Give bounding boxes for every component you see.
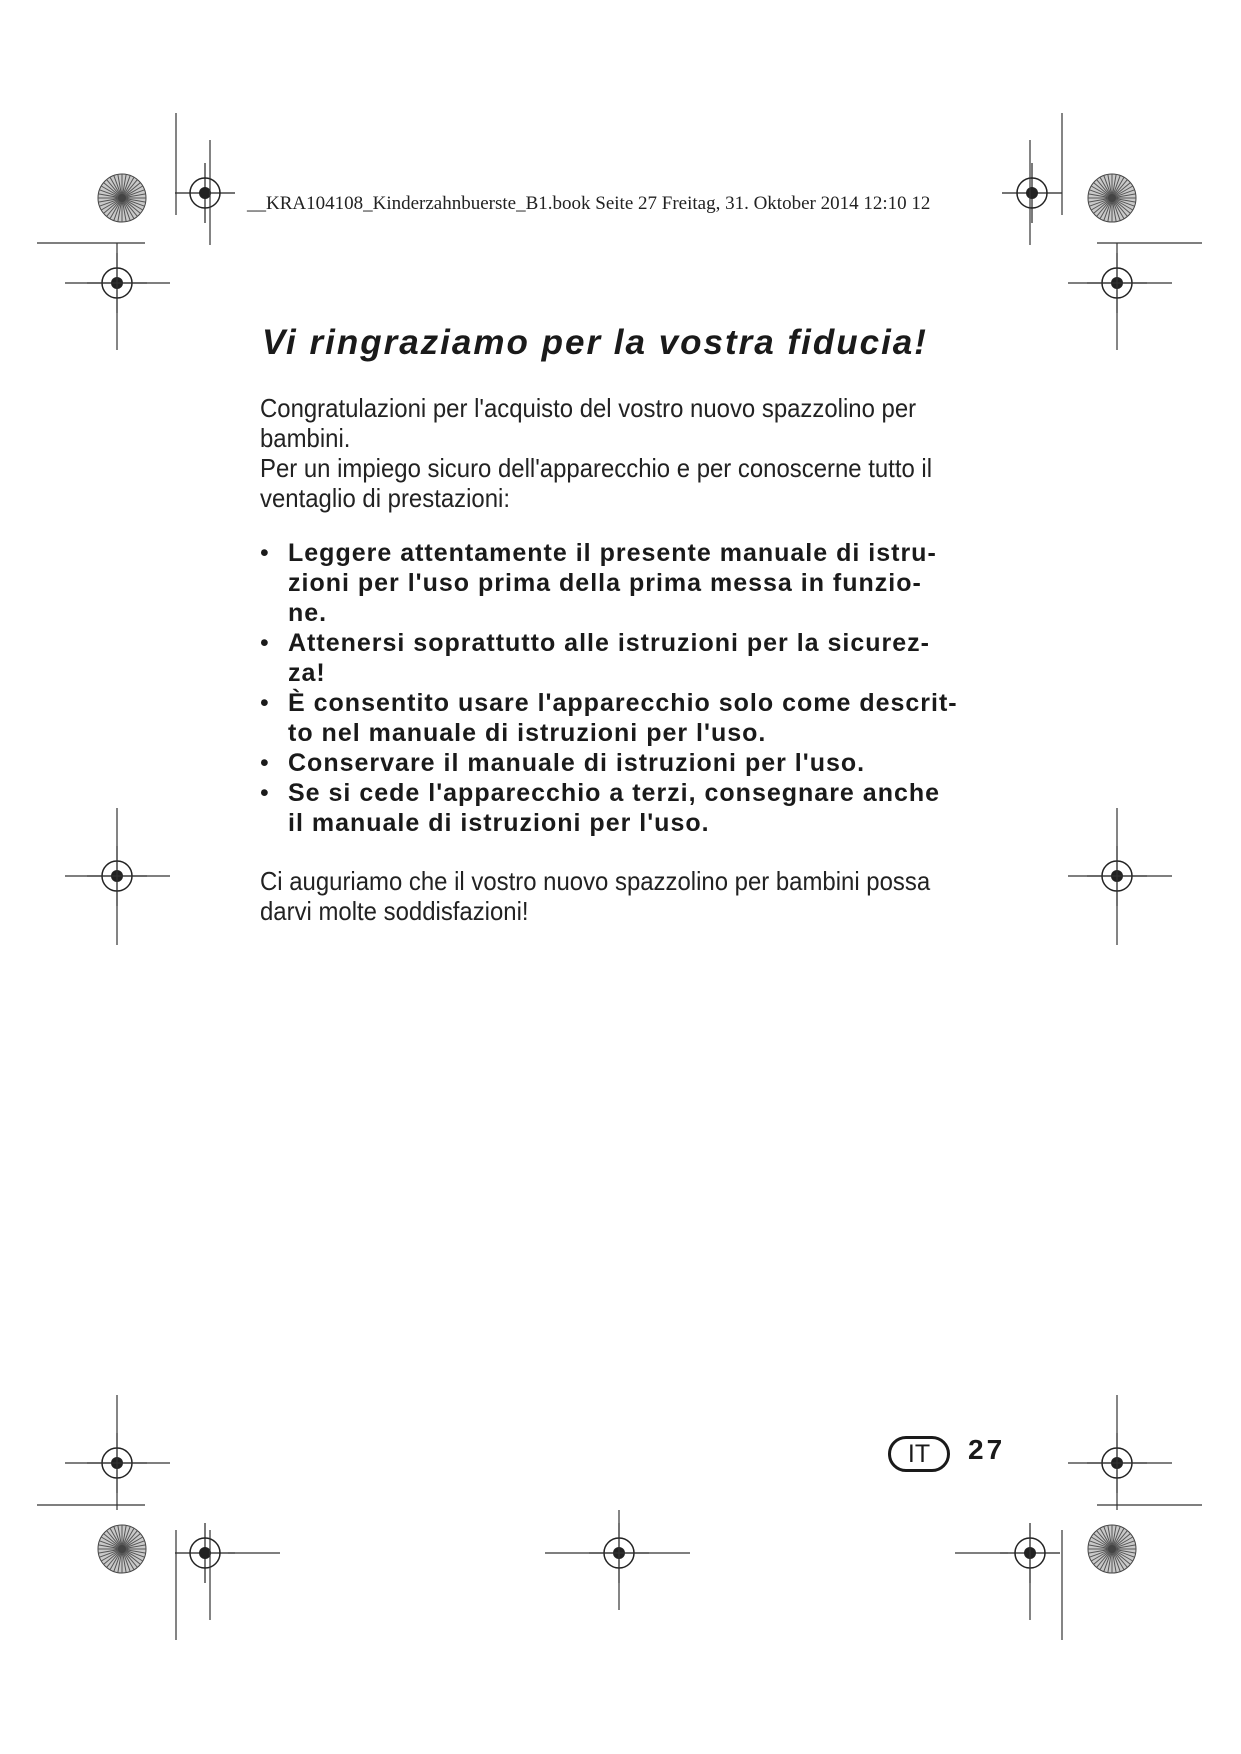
text-line: bambini. (260, 423, 351, 453)
bullet-icon: • (260, 689, 270, 717)
text-line: zioni per l'uso prima della prima messa in funzio- (288, 569, 922, 597)
text-line: za! (288, 659, 326, 687)
text-line: ventaglio di prestazioni: (260, 483, 510, 513)
closing-paragraph (260, 866, 959, 926)
text-line: ne. (288, 599, 328, 627)
text-line: Attenersi soprattutto alle istruzioni per la sicurez- (288, 629, 931, 657)
list-item (260, 628, 1020, 688)
instruction-list (260, 538, 1020, 838)
language-badge: IT (888, 1436, 950, 1472)
bullet-icon: • (260, 779, 270, 807)
registration-dot (199, 187, 211, 199)
list-item (260, 538, 1020, 628)
text-line: Se si cede l'apparecchio a terzi, consegnare anche (288, 779, 941, 807)
intro-paragraph-1 (260, 393, 959, 453)
registration-dot (199, 1547, 211, 1559)
wheel-center (1108, 194, 1116, 202)
wheel-center (118, 194, 126, 202)
text-line: Conservare il manuale di istruzioni per l'uso. (288, 749, 866, 777)
list-item (260, 748, 1020, 778)
bullet-icon: • (260, 539, 270, 567)
print-header-info: __KRA104108_Kinderzahnbuerste_B1.book Seite 27 Freitag, 31. Oktober 2014 12:10 12 (247, 193, 931, 214)
text-line: Per un impiego sicuro dell'apparecchio e per conoscerne tutto il (260, 453, 933, 483)
intro-paragraph-2 (260, 453, 959, 513)
registration-dot (1026, 187, 1038, 199)
text-line: Ci auguriamo che il vostro nuovo spazzolino per bambini possa (260, 866, 931, 896)
list-item (260, 688, 1020, 748)
page-number: 27 (968, 1434, 1006, 1465)
text-line: È consentito usare l'apparecchio solo come descrit- (288, 689, 958, 717)
text-line: Congratulazioni per l'acquisto del vostro nuovo spazzolino per (260, 393, 917, 423)
text-line: to nel manuale di istruzioni per l'uso. (288, 719, 767, 747)
text-line: il manuale di istruzioni per l'uso. (288, 809, 710, 837)
text-line: Leggere attentamente il presente manuale di istru- (288, 539, 937, 567)
wheel-center (118, 1545, 126, 1553)
wheel-center (1108, 1545, 1116, 1553)
page-title: Vi ringraziamo per la vostra fiducia! (262, 323, 928, 362)
text-line: darvi molte soddisfazioni! (260, 896, 529, 926)
bullet-icon: • (260, 629, 270, 657)
list-item (260, 778, 1020, 838)
bullet-icon: • (260, 749, 270, 777)
